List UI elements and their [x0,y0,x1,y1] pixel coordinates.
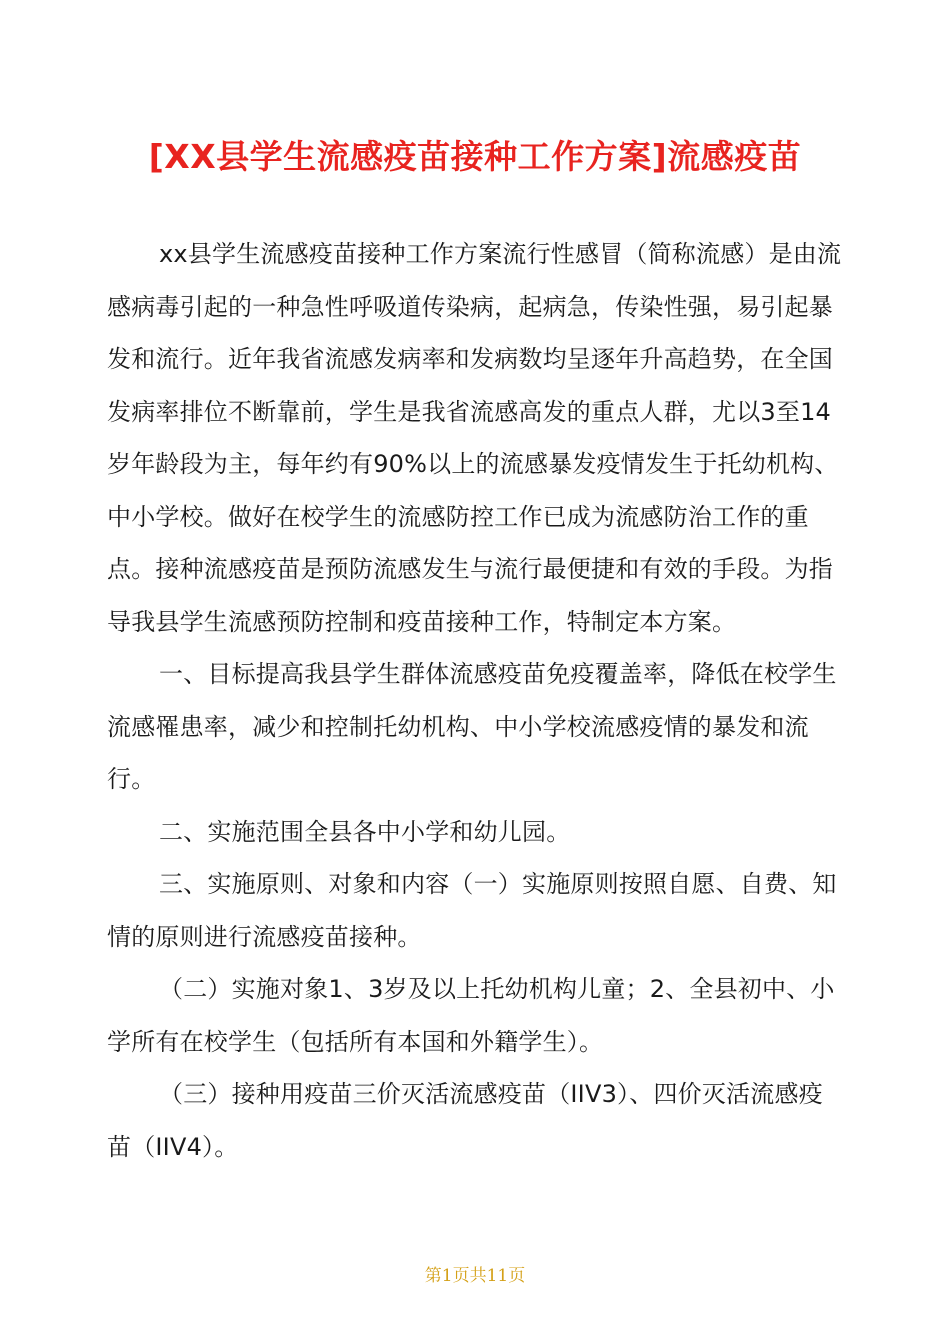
paragraph-principles: 三、实施原则、对象和内容（一）实施原则按照自愿、自费、知情的原则进行流感疫苗接种。 [107,870,837,951]
paragraph-vaccines: （三）接种用疫苗三价灭活流感疫苗（IIV3）、四价灭活流感疫苗（IIV4）。 [107,1080,823,1161]
page-number-footer: 第1页共11页 [424,1266,526,1286]
paragraph-intro: xx县学生流感疫苗接种工作方案流行性感冒（简称流感）是由流感病毒引起的一种急性呼吸道传染病，起病急，传染性强，易引起暴发和流行。近年我省流感发病率和发病数均呈逐年升高趋势，在全国发病率排位不断靠前，学生是我省流感高发的重点人群，尤以3至14岁年龄段为主，每年约有90%以上的流感暴发疫情发生于托幼机构、中小学校。做好在校学生的流感防控工作已成为流感防治工作的重点。接种流感疫苗是预防流感发生与流行最便捷和有效的手段。为指导我县学生流感预防控制和疫苗接种工作，特制定本方案。 [107,240,842,636]
document-body [107,228,845,1173]
document-title: [XX县学生流感疫苗接种工作方案]流感疫苗 [148,137,802,177]
paragraph-targets: （二）实施对象1、3岁及以上托幼机构儿童；2、全县初中、小学所有在校学生（包括所有本国和外籍学生）。 [107,975,835,1056]
paragraph-goal: 一、目标提高我县学生群体流感疫苗免疫覆盖率，降低在校学生流感罹患率，减少和控制托幼机构、中小学校流感疫情的暴发和流行。 [107,660,837,793]
paragraph-scope: 二、实施范围全县各中小学和幼儿园。 [159,817,571,846]
